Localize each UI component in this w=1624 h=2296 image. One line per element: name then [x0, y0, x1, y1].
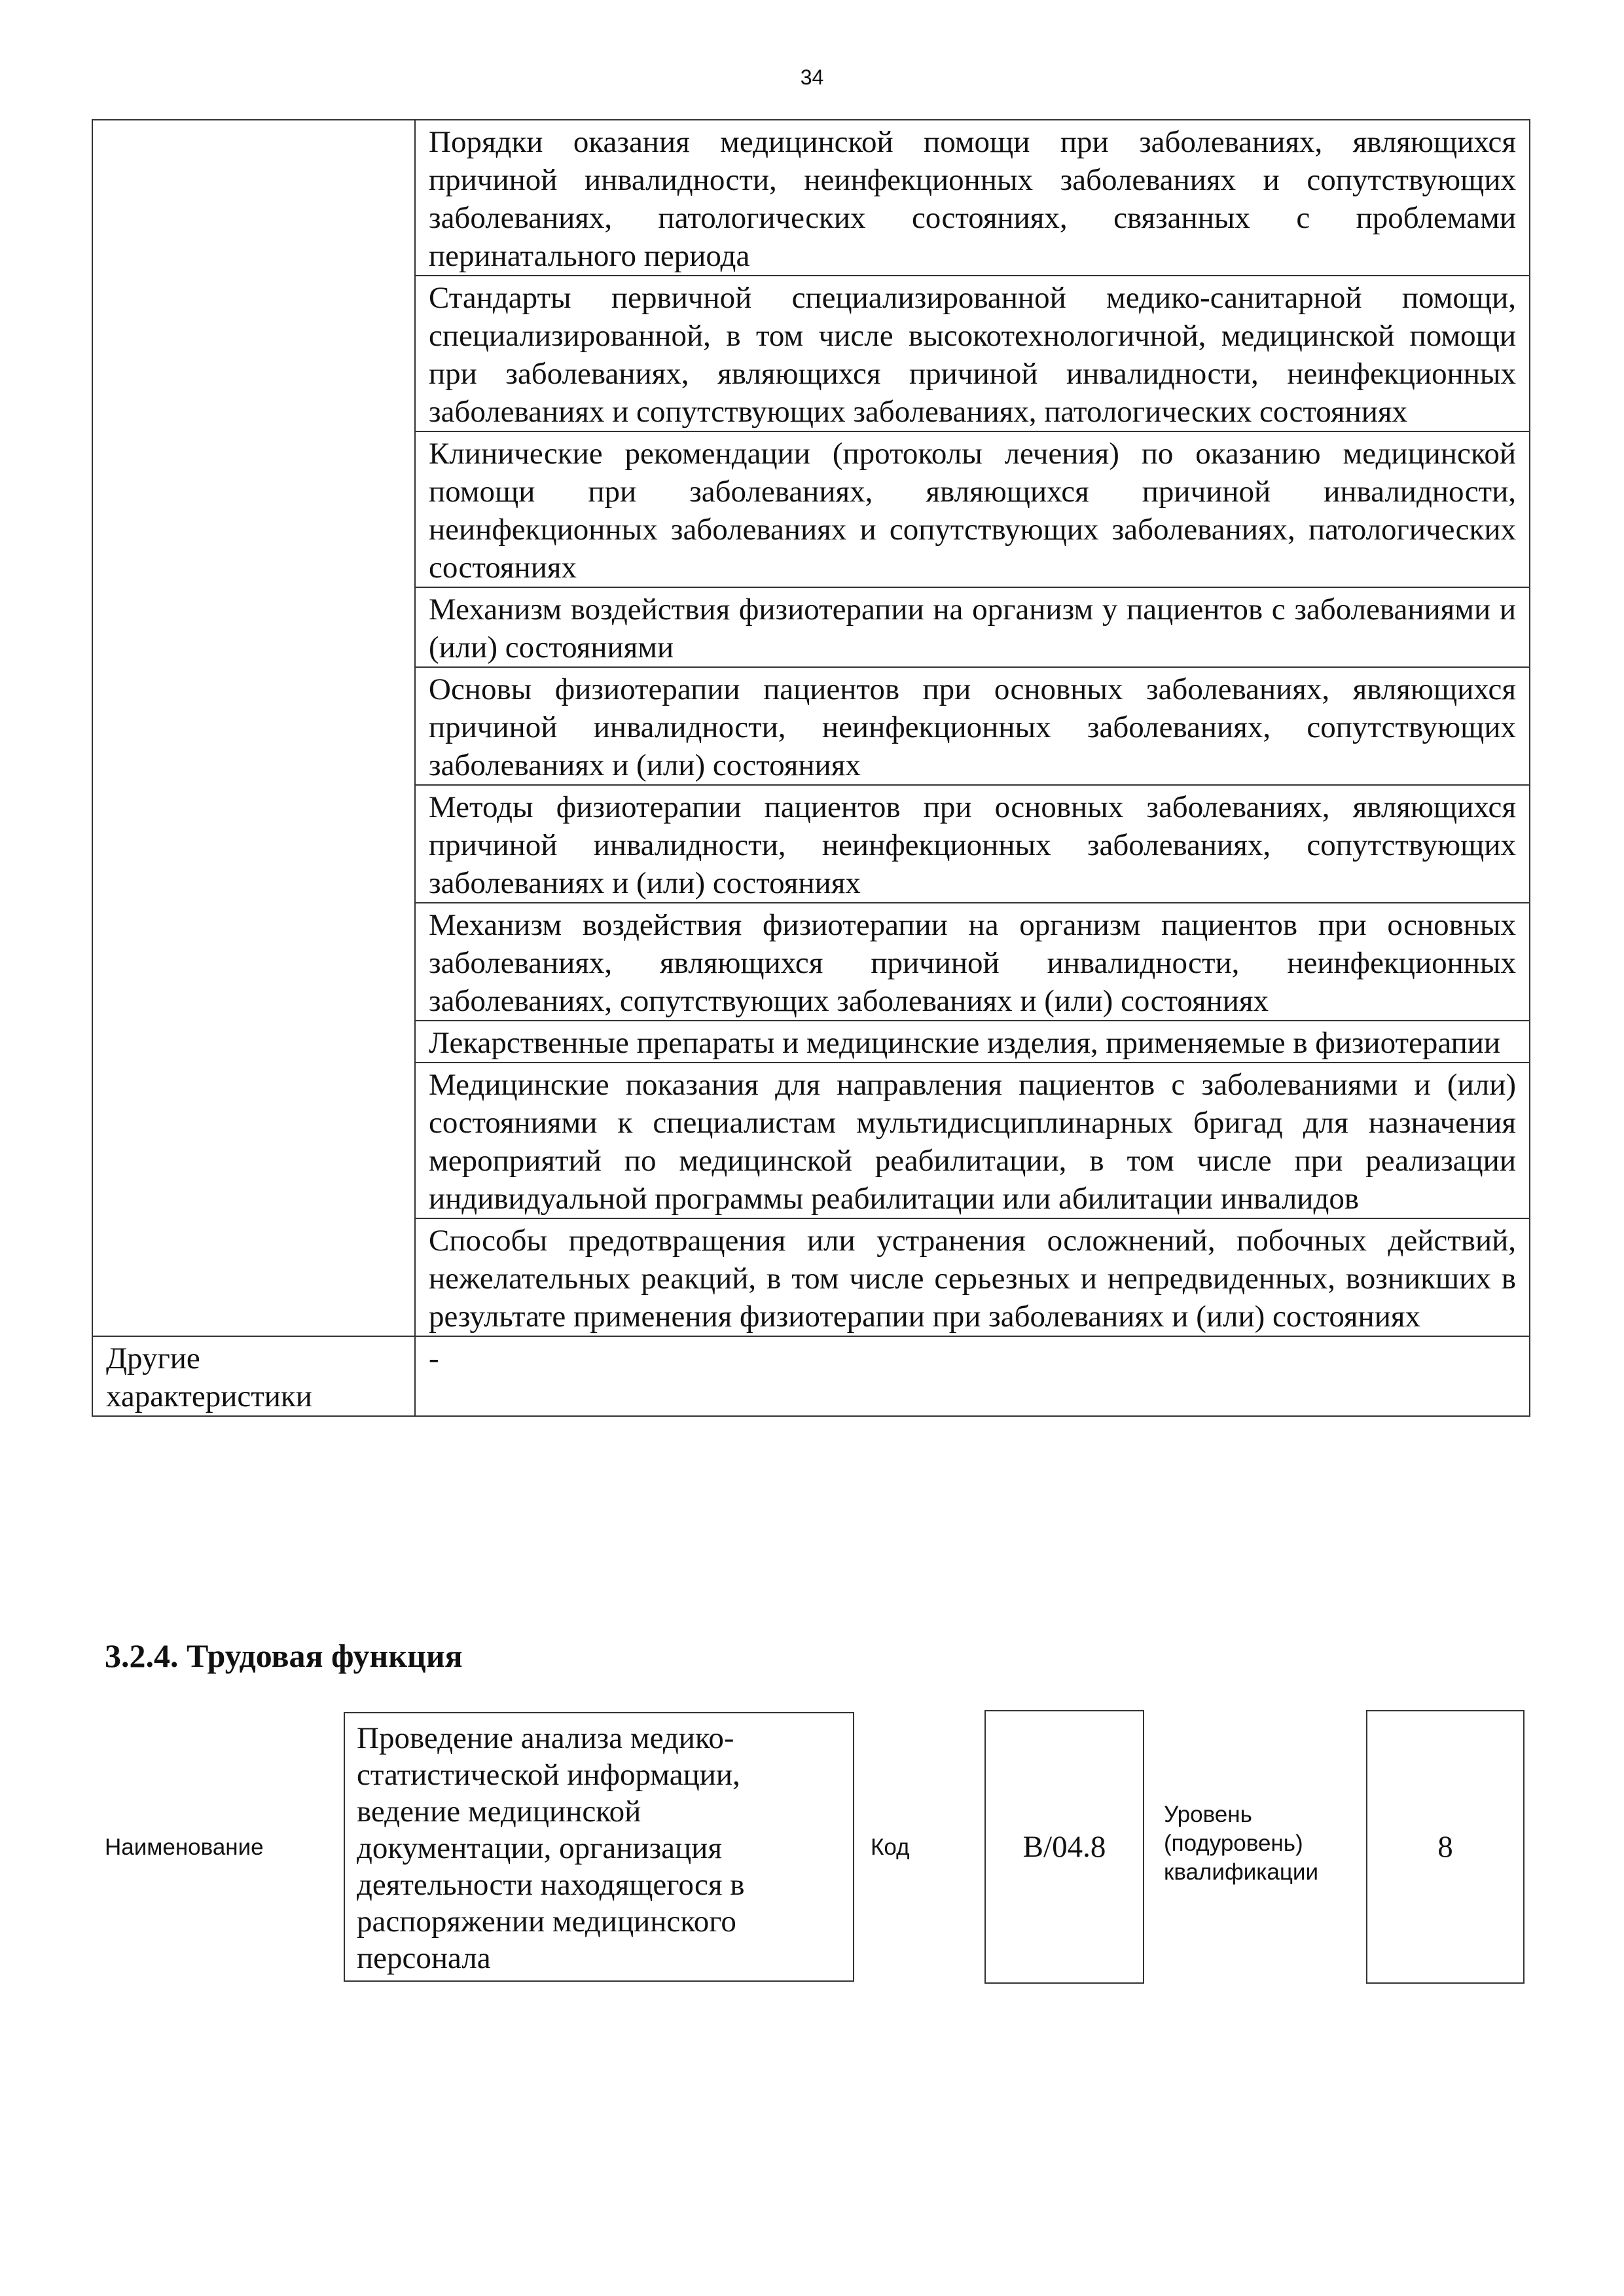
knowledge-table [92, 119, 1530, 1417]
other-characteristics-label: Другие характеристики [92, 1336, 415, 1416]
knowledge-item [415, 120, 1530, 276]
knowledge-item-text: Способы предотвращения или устранения осложнений, побочных действий, нежелательных реакций, в том числе серьезных и непредвиденных, возникших в результате применения физиотерапии при заболеваниях и (или) состояниях [429, 1224, 1516, 1334]
knowledge-item [415, 431, 1530, 587]
knowledge-item-text: Порядки оказания медицинской помощи при заболеваниях, являющихся причиной инвалидности, неинфекционных заболеваниях и сопутствующих заболеваниях, патологических состояниях, связанных с проблемами перинатального периода [429, 125, 1516, 273]
name-value: Проведение анализа медико-статистической информации, ведение медицинской документации, организация деятельности находящегося в распоряжении медицинского персонала [344, 1712, 854, 1982]
page-number: 34 [800, 65, 824, 89]
table-row [92, 120, 1530, 276]
knowledge-item [415, 785, 1530, 903]
name-label: Наименование [105, 1834, 264, 1860]
knowledge-item [415, 587, 1530, 667]
section-title: 3.2.4. Трудовая функция [105, 1637, 463, 1674]
knowledge-item-text: Стандарты первичной специализированной медико-санитарной помощи, специализированной, в том числе высокотехнологичной, медицинской помощи при заболеваниях, являющихся причиной инвалидности, неинфекционных заболеваниях и сопутствующих заболеваниях, патологических состояниях [429, 281, 1516, 429]
code-value-box [984, 1710, 1144, 1984]
knowledge-item [415, 903, 1530, 1021]
knowledge-item [415, 1218, 1530, 1336]
code-label: Код [871, 1834, 910, 1860]
knowledge-item-text: Медицинские показания для направления пациентов с заболеваниями и (или) состояниями к специалистам мультидисциплинарных бригад для назначения мероприятий по медицинской реабилитации, в том числе при реализации индивидуальной программы реабилитации или абилитации инвалидов [429, 1068, 1516, 1216]
level-label: Уровень (подуровень) квалификации [1164, 1802, 1318, 1885]
knowledge-item-text: Клинические рекомендации (протоколы лечения) по оказанию медицинской помощи при заболеваниях, являющихся причиной инвалидности, неинфекционных заболеваниях и сопутствующих заболеваниях, патологических состояниях [429, 437, 1516, 585]
code-value: B/04.8 [1022, 1830, 1106, 1864]
other-characteristics-value: - [415, 1336, 1530, 1416]
knowledge-item-text: Механизм воздействия физиотерапии на организм у пациентов с заболеваниями и (или) состояниями [429, 592, 1516, 665]
knowledge-item [415, 667, 1530, 785]
knowledge-item [415, 1021, 1530, 1063]
empty-label-cell [92, 120, 415, 1336]
table-row [92, 1336, 1530, 1416]
knowledge-item [415, 1063, 1530, 1218]
level-value: 8 [1437, 1830, 1453, 1864]
knowledge-item-text: Лекарственные препараты и медицинские изделия, применяемые в физиотерапии [429, 1026, 1501, 1060]
knowledge-item [415, 276, 1530, 431]
knowledge-item-text: Методы физиотерапии пациентов при основных заболеваниях, являющихся причиной инвалидности, неинфекционных заболеваниях, сопутствующих заболеваниях и (или) состояниях [429, 790, 1516, 900]
knowledge-item-text: Основы физиотерапии пациентов при основных заболеваниях, являющихся причиной инвалидности, неинфекционных заболеваниях, сопутствующих заболеваниях и (или) состояниях [429, 672, 1516, 782]
knowledge-item-text: Механизм воздействия физиотерапии на организм пациентов при основных заболеваниях, являющихся причиной инвалидности, неинфекционных заболеваниях, сопутствующих заболеваниях и (или) состояниях [429, 908, 1516, 1018]
level-value-box [1366, 1710, 1525, 1984]
